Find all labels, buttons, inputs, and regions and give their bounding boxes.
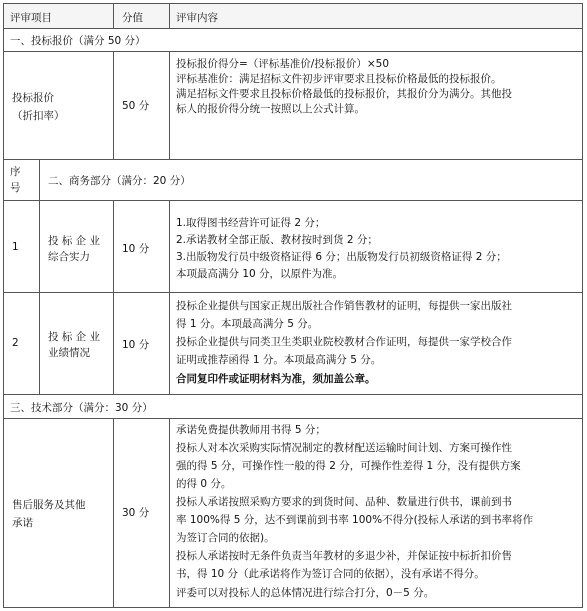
row-seq-cell — [4, 201, 40, 292]
section3-line: 的得 0 分。 — [176, 478, 232, 490]
table-header-row — [3, 3, 583, 29]
header-score-cell — [114, 4, 170, 28]
seq-label-1: 序 — [10, 166, 21, 178]
row-score: 10 分 — [122, 243, 150, 255]
section1-title: 一、投标报价（满分 50 分） — [10, 35, 146, 47]
row-line: 得 1 分。本项最高满分 5 分。 — [176, 318, 319, 330]
section3-line: 强的得 5 分，可操作性一般的得 2 分，可操作性差得 1 分，没有提供方案 — [176, 460, 521, 472]
header-item-cell — [4, 4, 114, 28]
row-line: 1.取得图书经营许可证得 2 分； — [176, 217, 326, 229]
section3-line: 投标人对本次采购实际情况制定的教材配送运输时间计划、方案可操作性 — [176, 442, 512, 454]
section1-line: 标人的报价得分统一按照以上公式计算。 — [176, 103, 365, 115]
header-content: 评审内容 — [176, 12, 218, 24]
row-seq-cell — [4, 293, 40, 394]
section3-line: 书，得 10 分（此承诺将作为签订合同的依据），没有承诺不得分。 — [176, 568, 485, 580]
section3-score: 30 分 — [122, 507, 150, 519]
row-content-cell — [170, 201, 582, 292]
header-score: 分值 — [122, 12, 143, 24]
section3-item-line2: 承诺 — [12, 517, 33, 529]
section1-line: 投标报价得分=（评标基准价/投标报价）×50 — [176, 58, 389, 70]
row-score-cell — [114, 293, 170, 394]
section1-item-line2: （折扣率） — [12, 110, 65, 122]
section3-item-cell — [4, 419, 114, 607]
table-row — [3, 293, 583, 395]
scoring-table — [3, 3, 583, 608]
section3-line: 投标人承诺按时无条件负责当年教材的多退少补，并保证按中标折扣价售 — [176, 550, 512, 562]
section1-content-cell — [170, 52, 582, 159]
row-line: 投标企业提供与国家正规出版社合作销售教材的证明，每提供一家出版社 — [176, 300, 512, 312]
section3-content-cell — [170, 419, 582, 607]
section3-line: 率 100%得 5 分，达不到课前到书率 100%不得分(投标人承诺的到书率将作 — [176, 514, 534, 526]
row-line: 2.承诺教材全部正版、教材按时到货 2 分； — [176, 234, 378, 246]
row-bold-note: 合同复印件或证明材料为准，须加盖公章。 — [176, 373, 376, 385]
section3-line: 投标人承诺按照采购方要求的到货时间、品种、数量进行供书，课前到书 — [176, 496, 512, 508]
header-item: 评审项目 — [10, 12, 52, 24]
row-seq: 1 — [12, 241, 19, 253]
section1-title-row — [3, 29, 583, 52]
row-name-line1: 投 标 企 业 — [48, 331, 101, 343]
section3-line: 评委可以对投标人的总体情况进行综合打分，0－5 分。 — [176, 587, 435, 599]
table-row — [3, 201, 583, 293]
section3-score-cell — [114, 419, 170, 607]
section1-item-cell — [4, 52, 114, 159]
section2-title-row — [3, 160, 583, 201]
header-content-cell — [170, 4, 582, 28]
section2-seq-header-cell — [4, 160, 40, 200]
section1-line: 评标基准价：满足招标文件初步评审要求且投标价格最低的投标报价。 — [176, 73, 502, 85]
section2-title: 二、商务部分（满分：20 分） — [48, 175, 191, 187]
section1-item-line1: 投标报价 — [12, 92, 54, 104]
row-content-cell — [170, 293, 582, 394]
row-line: 证明或推荐函得 1 分。本项最高满分 5 分。 — [176, 354, 382, 366]
section3-title-row — [3, 395, 583, 419]
section3-line: 为签订合同的依据)。 — [176, 532, 275, 544]
section3-item-line1: 售后服务及其他 — [12, 499, 86, 511]
row-score: 10 分 — [122, 339, 150, 351]
section3-body-row — [3, 419, 583, 608]
row-name-line2: 业绩情况 — [48, 347, 90, 359]
section1-body-row — [3, 52, 583, 160]
row-seq: 2 — [12, 337, 19, 349]
section1-score: 50 分 — [122, 100, 150, 112]
row-name-cell — [40, 293, 114, 394]
row-line: 投标企业提供与同类卫生类职业院校教材合作证明，每提供一家学校合作 — [176, 336, 512, 348]
row-name-line2: 综合实力 — [48, 251, 90, 263]
row-line: 本项最高满分 10 分，以原件为准。 — [176, 268, 344, 280]
row-line: 3.出版物发行员中级资格证得 6 分；出版物发行员初级资格证得 2 分； — [176, 251, 507, 263]
section3-line: 承诺免费提供教师用书得 5 分； — [176, 424, 326, 436]
row-name-cell — [40, 201, 114, 292]
section3-title: 三、技术部分（满分：30 分） — [10, 402, 153, 414]
row-score-cell — [114, 201, 170, 292]
row-name-line1: 投 标 企 业 — [48, 235, 101, 247]
section1-line: 满足招标文件要求且投标价格最低的投标报价，其报价分为满分。其他投 — [176, 88, 512, 100]
section1-score-cell — [114, 52, 170, 159]
seq-label-2: 号 — [10, 182, 21, 194]
